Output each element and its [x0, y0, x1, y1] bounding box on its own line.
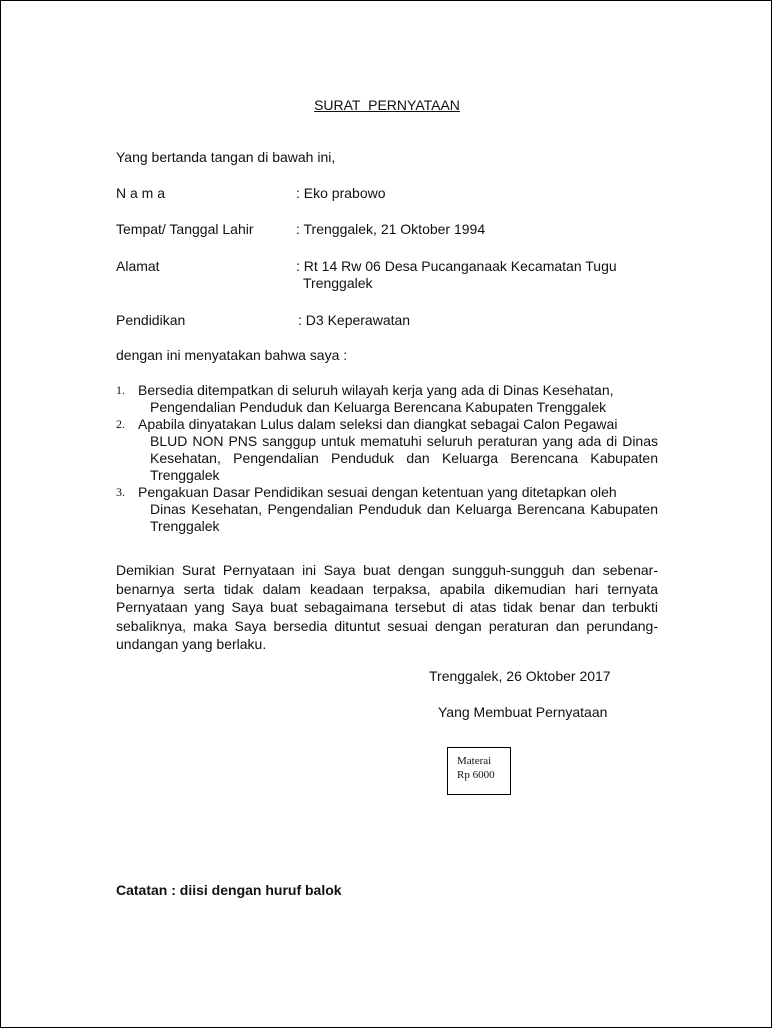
- field-value-pendidikan: : D3 Keperawatan: [298, 312, 411, 328]
- list-item-text: Bersedia ditempatkan di seluruh wilayah kerja yang ada di Dinas Kesehatan,: [138, 382, 614, 398]
- stamp-line-1: Materai: [457, 755, 492, 767]
- list-item-text: Apabila dinyatakan Lulus dalam seleksi dan diangkat sebagai Calon Pegawai: [138, 416, 618, 432]
- field-value-alamat-line2: Trenggalek: [303, 275, 373, 291]
- stamp-line-2: Rp 6000: [457, 769, 495, 781]
- document-title: SURAT PERNYATAAN: [314, 97, 460, 113]
- list-item: [116, 416, 658, 484]
- field-value-ttl: : Trenggalek, 21 Oktober 1994: [296, 221, 486, 237]
- list-item: [116, 484, 658, 535]
- list-item: [116, 382, 658, 416]
- list-item-text: Pengakuan Dasar Pendidikan sesuai dengan ketentuan yang ditetapkan oleh: [138, 484, 617, 500]
- field-value-alamat: : Rt 14 Rw 06 Desa Pucanganaak Kecamatan Tugu: [296, 258, 617, 274]
- field-label-ttl: Tempat/ Tanggal Lahir: [116, 221, 254, 237]
- list-item-number: 1.: [116, 383, 125, 397]
- signer-label: Yang Membuat Pernyataan: [438, 704, 608, 720]
- field-label-alamat: Alamat: [116, 258, 160, 274]
- field-value-nama: : Eko prabowo: [296, 185, 386, 201]
- statement-list: [116, 382, 658, 535]
- closing-paragraph: Demikian Surat Pernyataan ini Saya buat dengan sungguh-sungguh dan sebenar-benarnya serta tidak dalam keadaan terpaksa, apabila dikemudian hari ternyata Pernyataan yang Saya buat sebagaimana tersebut di atas tidak benar dan terbukti sebaliknya, maka Saya bersedia dituntut sesuai dengan peraturan dan perundang-undangan yang berlaku.: [116, 562, 658, 652]
- list-item-text-cont: BLUD NON PNS sanggup untuk mematuhi seluruh peraturan yang ada di Dinas Kesehatan, Pengendalian Penduduk dan Keluarga Berencana Kabupaten Trenggalek: [150, 433, 658, 483]
- intro-text: Yang bertanda tangan di bawah ini,: [116, 149, 336, 165]
- field-label-nama: N a m a: [116, 185, 166, 201]
- place-date: Trenggalek, 26 Oktober 2017: [429, 668, 611, 684]
- list-item-number: 2.: [116, 417, 125, 431]
- note-text: Catatan : diisi dengan huruf balok: [116, 882, 342, 898]
- list-item-text-cont: Pengendalian Penduduk dan Keluarga Berencana Kabupaten Trenggalek: [150, 399, 607, 415]
- field-label-pendidikan: Pendidikan: [116, 312, 186, 328]
- list-item-text-cont: Dinas Kesehatan, Pengendalian Penduduk dan Keluarga Berencana Kabupaten Trenggalek: [150, 501, 658, 534]
- statement-intro: dengan ini menyatakan bahwa saya :: [116, 347, 348, 363]
- list-item-number: 3.: [116, 485, 125, 499]
- materai-stamp-box: [447, 747, 511, 795]
